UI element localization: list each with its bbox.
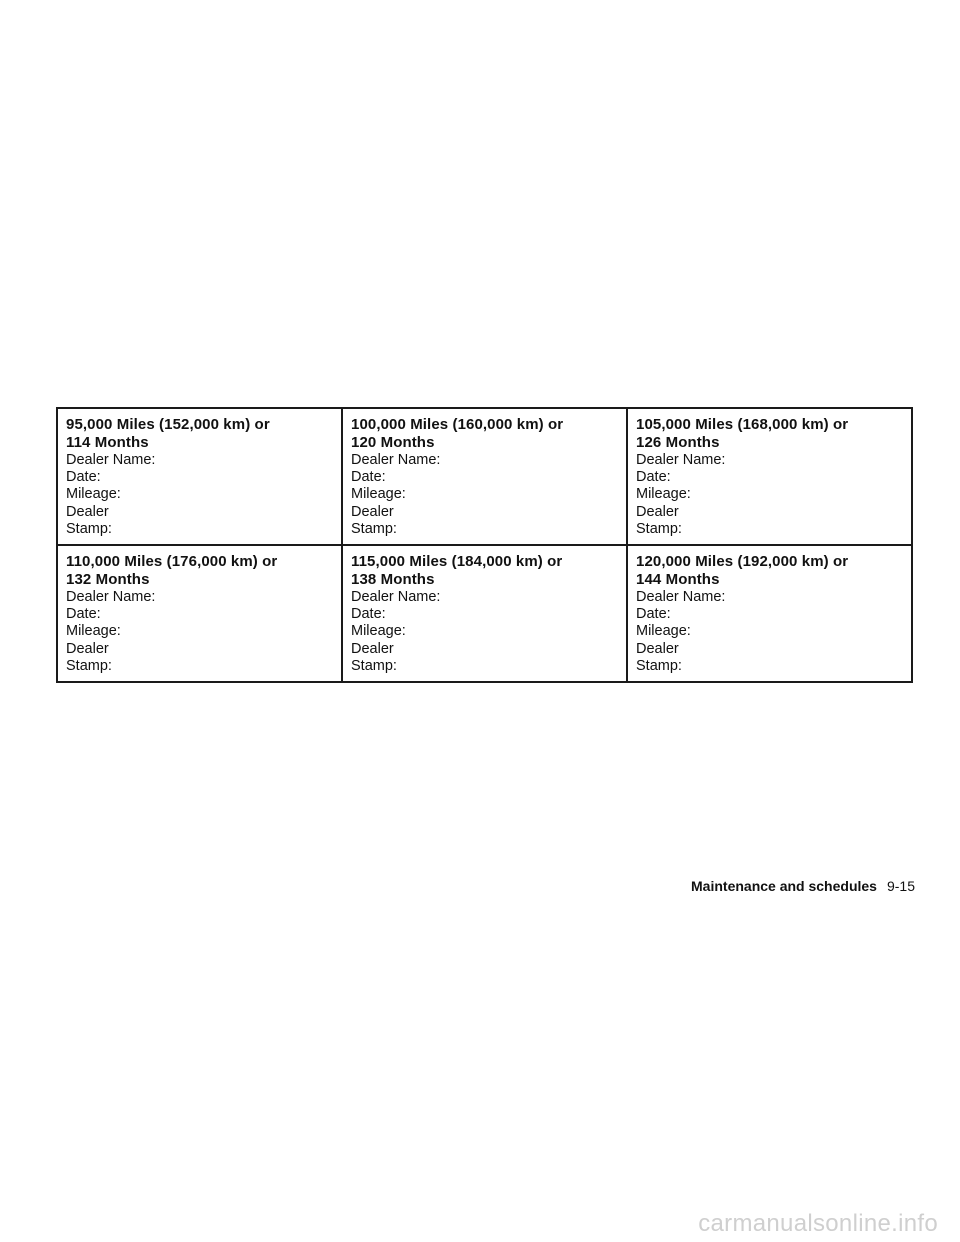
service-interval-title: 95,000 Miles (152,000 km) or: [66, 416, 270, 433]
service-record-table-body: [57, 408, 912, 682]
record-field-label: Dealer: [66, 640, 109, 657]
record-field-label: Date:: [66, 469, 101, 486]
service-record-cell: [342, 545, 627, 682]
service-record-row: [57, 545, 912, 682]
record-field-label: Date:: [636, 606, 671, 623]
record-field-label: Mileage:: [66, 623, 121, 640]
service-interval-months: 144 Months: [636, 571, 720, 589]
service-interval-months: 114 Months: [66, 434, 149, 451]
service-interval-months: 132 Months: [66, 571, 150, 589]
record-field-label: Dealer: [351, 640, 394, 657]
record-field-label: Mileage:: [351, 623, 406, 640]
page-footer: [691, 878, 915, 894]
record-field-label: Mileage:: [66, 486, 121, 503]
record-field-label: Dealer: [66, 503, 109, 520]
record-field-label: Dealer Name:: [351, 452, 441, 468]
record-field-label: Date:: [351, 469, 386, 486]
service-interval-title: 100,000 Miles (160,000 km) or: [351, 416, 564, 433]
record-field-label: Dealer: [636, 503, 679, 520]
service-interval-months: 120 Months: [351, 434, 435, 451]
record-field-label: Dealer: [636, 640, 679, 657]
record-field-label: Dealer Name:: [66, 452, 156, 468]
service-record-cell: [627, 545, 912, 682]
service-record-row: [57, 408, 912, 545]
record-field-label: Date:: [351, 606, 386, 623]
record-field-label: Dealer: [351, 503, 394, 520]
service-record-table: [56, 407, 913, 683]
record-field-label: Date:: [636, 469, 671, 486]
record-field-label: Dealer Name:: [636, 589, 726, 606]
record-field-label: Stamp:: [66, 657, 112, 674]
service-interval-title: 110,000 Miles (176,000 km) or: [66, 553, 278, 571]
footer-section-title: Maintenance and schedules: [691, 878, 877, 894]
record-field-label: Dealer Name:: [66, 589, 156, 606]
record-field-label: Stamp:: [351, 520, 397, 537]
service-record-cell: [627, 408, 912, 545]
record-field-label: Dealer Name:: [351, 589, 441, 606]
record-field-label: Dealer Name:: [636, 452, 726, 468]
footer-page-number: 9-15: [886, 878, 915, 894]
record-field-label: Mileage:: [351, 486, 406, 503]
record-field-label: Mileage:: [636, 486, 691, 503]
service-interval-title: 105,000 Miles (168,000 km) or: [636, 416, 849, 433]
record-field-label: Mileage:: [636, 623, 691, 640]
service-interval-months: 138 Months: [351, 571, 435, 589]
record-field-label: Stamp:: [636, 657, 682, 674]
service-interval-months: 126 Months: [636, 434, 720, 451]
service-record-cell: [57, 408, 342, 545]
service-interval-title: 115,000 Miles (184,000 km) or: [351, 553, 563, 571]
record-field-label: Stamp:: [351, 657, 397, 674]
service-interval-title: 120,000 Miles (192,000 km) or: [636, 553, 849, 571]
service-record-cell: [57, 545, 342, 682]
service-record-cell: [342, 408, 627, 545]
record-field-label: Stamp:: [636, 520, 682, 537]
watermark: carmanualsonline.info: [698, 1210, 938, 1237]
record-field-label: Date:: [66, 606, 101, 623]
record-field-label: Stamp:: [66, 520, 112, 537]
